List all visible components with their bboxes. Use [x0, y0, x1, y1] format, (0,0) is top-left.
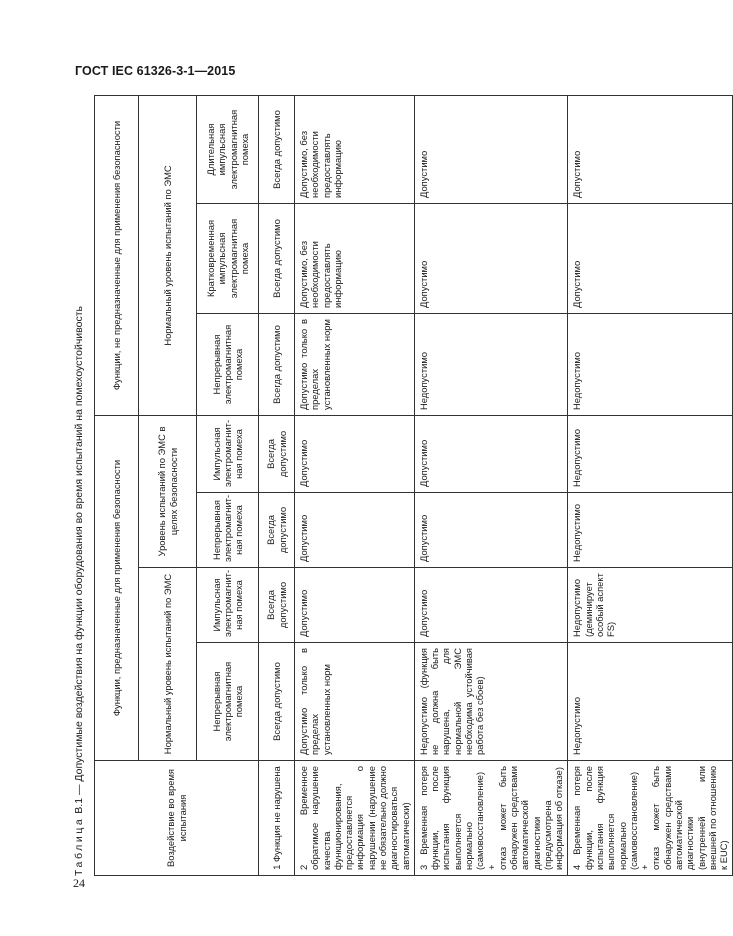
row-effect: 3 Временная потеря функции, после испытания функция выполняется нормально (самовосстановление) + отказ может быть обнаружен средствами автоматической диагностики (предусмотрена информация об отказе) — [414, 761, 568, 876]
table-row — [414, 95, 568, 875]
row-cell: Допустимо только в пределах установленных норм — [295, 643, 415, 761]
emc-effects-table — [94, 95, 733, 876]
row-cell: Недопустимо — [568, 313, 733, 415]
row-cell: Недопустимо (функция не должна быть нарушена, для нормальной ЭМС необходима устойчивая работа без сбоев) — [414, 643, 568, 761]
row-cell: Допустимо — [568, 203, 733, 313]
table-row — [259, 95, 295, 875]
row-cell: Недопустимо — [568, 493, 733, 568]
table-header-row-3 — [197, 95, 259, 875]
header-effect: Воздействие во время испытания — [95, 761, 259, 876]
table-row — [568, 95, 733, 875]
document-header: ГОСТ IEC 61326-3-1—2015 — [75, 64, 236, 78]
row-cell: Допустимо — [414, 415, 568, 492]
row-cell: Всегда допустимо — [259, 568, 295, 643]
header-normal-level: Нормальный уровень испытаний по ЭМС — [139, 568, 197, 761]
row-cell: Всегда допустимо — [259, 95, 295, 203]
header-safety-level-impulse: Импульсная электромагнит-ная помеха — [197, 415, 259, 492]
row-cell: Всегда допустимо — [259, 643, 295, 761]
row-cell: Всегда допустимо — [259, 493, 295, 568]
page-number: 24 — [73, 876, 85, 890]
header-safety-level-continuous: Непрерывная электромагнит-ная помеха — [197, 493, 259, 568]
row-cell: Недопустимо — [568, 643, 733, 761]
header-safety-level: Уровень испытаний по ЭМС в целях безопасности — [139, 415, 197, 567]
row-cell: Допустимо только в пределах установленных норм — [295, 313, 415, 415]
header-group-safety: Функции, предназначенные для применения безопасности — [95, 415, 139, 760]
row-effect: 4 Временная потеря функции, после испытания функция выполняется нормально (самовосстановление) + отказ может быть обнаружен средствами автоматической диагностики (внутренней или внешней по отношению к EUC) — [568, 761, 733, 876]
table-caption-label: Таблица — [73, 816, 85, 876]
header-nonsafety-long-impulse: Длительная импульсная электромагнитная помеха — [197, 95, 259, 203]
row-cell: Допустимо — [414, 203, 568, 313]
row-effect: 2 Временное обратимое нарушение качества функционирования, предоставляется информация о нарушении (нарушение не обязательно должно диагностироваться автоматически) — [295, 761, 415, 876]
row-cell: Всегда допустимо — [259, 415, 295, 492]
row-cell: Недопустимо (деминирует особый аспект FS) — [568, 568, 733, 643]
row-cell: Допустимо — [295, 415, 415, 492]
row-cell: Допустимо — [568, 95, 733, 203]
header-nonsafety-short-impulse: Кратковременная импульсная электромагнитная помеха — [197, 203, 259, 313]
rotated-table-wrapper — [94, 96, 730, 876]
row-cell: Допустимо — [295, 493, 415, 568]
header-nonsafety-level: Нормальный уровень испытаний по ЭМС — [139, 95, 197, 415]
row-cell: Допустимо — [414, 568, 568, 643]
row-effect: 1 Функция не нарушена — [259, 761, 295, 876]
table-header-row-1 — [95, 95, 139, 875]
header-group-nonsafety: Функции, не предназначенные для применения безопасности — [95, 95, 139, 415]
row-cell: Всегда допустимо — [259, 203, 295, 313]
header-nonsafety-continuous: Непрерывная электромагнитная помеха — [197, 313, 259, 415]
header-safety-continuous: Непрерывная электромагнитная помеха — [197, 643, 259, 761]
row-cell: Недопустимо — [568, 415, 733, 492]
row-cell: Допустимо, без необходимости предоставлять информацию — [295, 203, 415, 313]
table-header-row-2 — [139, 95, 197, 875]
row-cell: Всегда допустимо — [259, 313, 295, 415]
table-caption-text: B.1 — Допустимые воздействия на функции оборудования во время испытаний на помехоустойчивость — [73, 306, 85, 814]
header-safety-impulse: Импульсная электромагнит-ная помеха — [197, 568, 259, 643]
row-cell: Допустимо — [414, 493, 568, 568]
row-cell: Допустимо — [295, 568, 415, 643]
row-cell: Допустимо, без необходимости предоставлять информацию — [295, 95, 415, 203]
table-caption — [72, 96, 86, 876]
row-cell: Допустимо — [414, 95, 568, 203]
table-row — [295, 95, 415, 875]
row-cell: Недопустимо — [414, 313, 568, 415]
